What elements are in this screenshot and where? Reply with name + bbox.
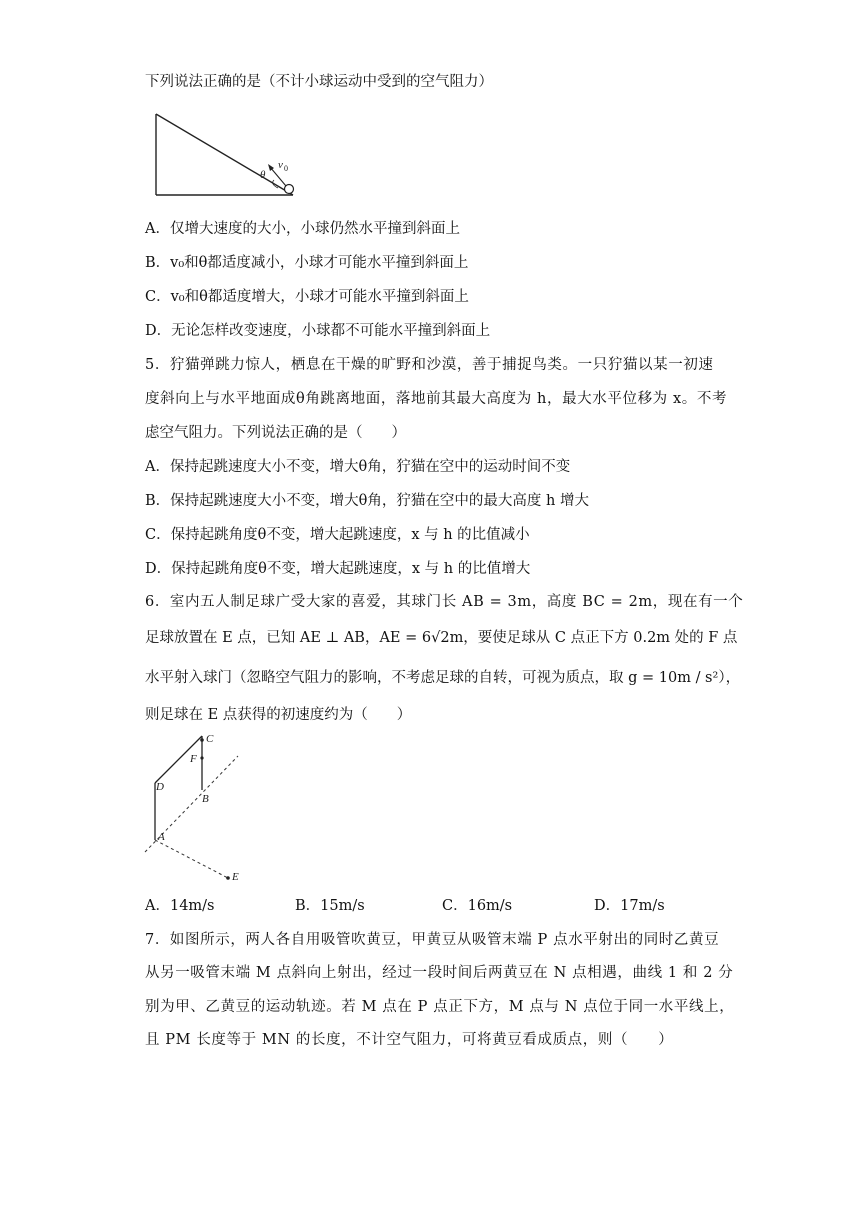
q5-stem-line-1: 5．狞猫弹跳力惊人，栖息在干燥的旷野和沙漠，善于捕捉鸟类。一只狞猫以某一初速 — [145, 357, 714, 373]
point-e-label: E — [232, 871, 239, 883]
q6-choice-c: C．16m/s — [442, 898, 513, 914]
q5-option-d: D．保持起跳角度θ不变，增大起跳速度，x 与 h 的比值增大 — [145, 561, 531, 577]
q6-stem-line-2: 足球放置在 E 点，已知 AE ⊥ AB，AE = 6√2m，要使足球从 C 点正下方 0.2m 处的 F 点 — [145, 630, 738, 646]
theta-label: θ — [260, 169, 266, 181]
q5-option-c: C．保持起跳角度θ不变，增大起跳速度，x 与 h 的比值减小 — [145, 527, 530, 543]
q6-stem-line-1: 6．室内五人制足球广受大家的喜爱，其球门长 AB = 3m，高度 BC = 2m，现在有一个 — [145, 594, 744, 610]
point-d-label: D — [156, 781, 164, 793]
q4-option-a: A．仅增大速度的大小，小球仍然水平撞到斜面上 — [145, 221, 460, 237]
incline-figure — [150, 108, 300, 200]
q5-stem-line-2: 度斜向上与水平地面成θ角跳离地面，落地前其最大高度为 h，最大水平位移为 x。不考 — [145, 391, 728, 407]
q4-option-d: D．无论怎样改变速度，小球都不可能水平撞到斜面上 — [145, 323, 491, 339]
q4-option-c: C．v₀和θ都适度增大，小球才可能水平撞到斜面上 — [145, 289, 469, 305]
q7-stem-line-2: 从另一吸管末端 M 点斜向上射出，经过一段时间后两黄豆在 N 点相遇，曲线 1 和 2 分 — [145, 965, 734, 981]
point-c-label: C — [206, 733, 214, 745]
point-a-label: A — [158, 831, 165, 843]
q5-option-b: B．保持起跳速度大小不变，增大θ角，狞猫在空中的最大高度 h 增大 — [145, 493, 589, 509]
q4-option-b: B．v₀和θ都适度减小，小球才可能水平撞到斜面上 — [145, 255, 469, 271]
q7-stem-line-3: 别为甲、乙黄豆的运动轨迹。若 M 点在 P 点正下方，M 点与 N 点位于同一水平线上， — [145, 999, 735, 1015]
q5-stem-line-3: 虑空气阻力。下列说法正确的是（ ） — [145, 425, 406, 441]
v0-subscript: 0 — [284, 164, 288, 173]
point-b-label: B — [202, 793, 209, 805]
point-f-label: F — [190, 753, 197, 765]
goal-figure — [140, 728, 250, 888]
q6-choice-d: D．17m/s — [594, 898, 665, 914]
q6-stem-line-3: 水平射入球门（忽略空气阻力的影响，不考虑足球的自转，可视为质点，取 g = 10m / s²）， — [145, 670, 741, 686]
q6-choice-b: B．15m/s — [295, 898, 365, 914]
v0-label: v — [278, 159, 283, 171]
q6-choice-a: A．14m/s — [145, 898, 215, 914]
q7-stem-line-4: 且 PM 长度等于 MN 的长度，不计空气阻力，可将黄豆看成质点，则（ ） — [145, 1032, 674, 1048]
q5-option-a: A．保持起跳速度大小不变，增大θ角，狞猫在空中的运动时间不变 — [145, 459, 571, 475]
q6-stem-line-4: 则足球在 E 点获得的初速度约为（ ） — [145, 707, 412, 723]
q4-stem-tail: 下列说法正确的是（不计小球运动中受到的空气阻力） — [145, 74, 493, 90]
q7-stem-line-1: 7．如图所示，两人各自用吸管吹黄豆，甲黄豆从吸管末端 P 点水平射出的同时乙黄豆 — [145, 932, 720, 948]
